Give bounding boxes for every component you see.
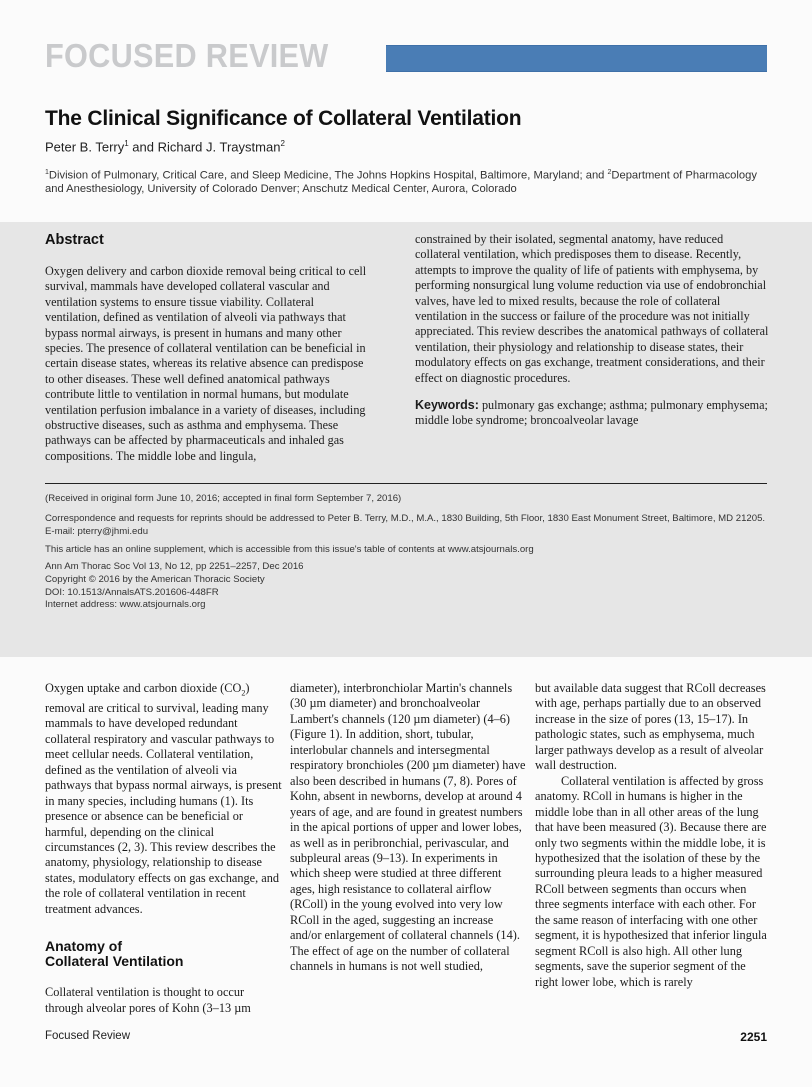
author-name: Richard J. Traystman [157, 139, 281, 155]
intro-paragraph [45, 681, 283, 917]
journal-citation: Ann Am Thorac Soc Vol 13, No 12, pp 2251–2257, Dec 2016 [45, 561, 304, 572]
body-paragraph: Collateral ventilation is thought to occur through alveolar pores of Kohn (3–13 µm [45, 985, 251, 1015]
author-list [45, 139, 285, 154]
section-banner-label: FOCUSED REVIEW [45, 37, 329, 74]
correspondence: Correspondence and requests for reprints should be addressed to Peter B. Terry, M.D., M.A., 1830 Building, 5th Floor, 1830 East Monument Street, Baltimore, MD 21205. E-mail: pterry@jhmi.edu [45, 513, 766, 537]
body-column-3 [535, 681, 771, 990]
affiliation-text: Department of Pharmacology and Anesthesiology, University of Colorado Denver; Anschutz Medical Center, Aurora, Colorado [45, 169, 757, 196]
intro-text: ) removal are critical to survival, leading many mammals to have developed redundant collateral respiratory and vascular pathways to meet cellular needs. Collateral ventilation, defined as the ventilation of alveoli via pathways that bypass normal airways, is present in many species, including humans (1). Its presence or absence can be beneficial or harmful, depending on the clinical circumstances (2, 3). This review describes the anatomy, physiology, relationship to disease states, modulatory effects on gas exchange, and the role of collateral ventilation in recent treatment advances. [45, 681, 282, 916]
page-number: 2251 [740, 1030, 767, 1044]
keywords-label: Keywords: [415, 398, 479, 413]
affiliation-text: Division of Pulmonary, Critical Care, and Sleep Medicine, The Johns Hopkins Hospital, Baltimore, Maryland; and [48, 169, 608, 182]
online-supplement-note: This article has an online supplement, which is accessible from this issue's table of contents at www.atsjournals.org [45, 544, 534, 555]
copyright: Copyright © 2016 by the American Thoracic Society [45, 573, 265, 585]
internet-address: Internet address: www.atsjournals.org [45, 599, 206, 611]
abstract-text-left: Oxygen delivery and carbon dioxide removal being critical to cell survival, mammals have developed collateral vascular and ventilation systems to ensure tissue viability. Collateral ventilation, defined as ventilation of alveoli via pathways that bypass normal airways, is present in humans and many other species. The presence of collateral ventilation can be beneficial in certain disease states, whereas its relative absence can predispose to other diseases. These well defined anatomical pathways contribute little to ventilation in normal humans, but modulate ventilation perfusion imbalance in a variety of diseases, including obstructive diseases, such as asthma and emphysema. These pathways can be affected by pharmaceuticals and inhaled gas compositions. The middle lobe and lingula, [45, 264, 367, 463]
body-paragraph: diameter), interbronchiolar Martin's channels (30 µm diameter) and bronchoalveolar Lambert's channels (120 µm diameter) (4–6) (Figure 1). In addition, short, tubular, interlobular channels and intersegmental respiratory bronchioles (200 µm diameter) have also been described in humans (7, 8). Pores of Kohn, absent in newborns, develop at around 4 years of age, and are found in greatest numbers in the apical portions of upper and lower lobes, as well as in peribronchial, perivascular, and subpleural areas (9–13). In experiments in which sheep were studied at three different ages, high resistance to collateral airflow (RColl) in the young evolved into very low RColl in the aged, suggesting an increase and/or enlargement of collateral channels (14). The effect of age on the number of collateral channels in humans is not well studied, [290, 681, 526, 974]
author-name: Peter B. Terry [45, 139, 125, 155]
body-column-2 [290, 681, 526, 975]
section-heading-anatomy [45, 939, 283, 969]
keywords-list: pulmonary gas exchange; asthma; pulmonary emphysema; middle lobe syndrome; broncoalveolar lavage [415, 398, 768, 428]
body-paragraph: but available data suggest that RColl decreases with age, perhaps partially due to an observed increase in the size of pores (13, 15–17). In pathologic states, such as emphysema, much larger pathways develop as a result of alveolar wall destruction. [535, 681, 766, 773]
received-dates: (Received in original form June 10, 2016; accepted in final form September 7, 2016) [45, 493, 402, 504]
author-affiliation-mark: 2 [280, 139, 285, 148]
author-joiner: and [128, 139, 158, 155]
article-title: The Clinical Significance of Collateral Ventilation [45, 107, 522, 130]
abstract-text-right: constrained by their isolated, segmental anatomy, have reduced collateral ventilation, which predisposes them to disease. Recently, attempts to improve the quality of life of patients with emphysema, by performing nonsurgical lung volume reduction via use of endobronchial valves, have led to mixed results, because the role of collateral ventilation in the success or failure of the procedure was not initially appreciated. This review describes the anatomical pathways of collateral ventilation, their physiology and relationship to disease states, their modulatory effects on gas exchange, treatment considerations, and their effect on diagnostic procedures. [415, 232, 769, 385]
citation-block [45, 561, 770, 612]
doi: DOI: 10.1513/AnnalsATS.201606-448FR [45, 586, 219, 598]
abstract-column-right [415, 232, 770, 429]
affiliation-number: 1 [45, 169, 49, 176]
author-affiliation-mark: 1 [124, 139, 129, 148]
keywords [415, 398, 770, 429]
section-heading-line: Collateral Ventilation [45, 953, 184, 970]
divider [45, 483, 767, 484]
footer-section-label: Focused Review [45, 1030, 131, 1042]
affiliation-number: 2 [607, 169, 612, 176]
body-paragraph: Collateral ventilation is affected by gross anatomy. RColl in humans is higher in the middle lobe than in all other areas of the lung that have been measured (3). Because there are only two segments within the middle lobe, it is hypothesized that the isolation of these by the surrounding pleura leads to a higher measured RColl between segments than occurs when three segments interface with each other. For the same reason of interfacing with one other segment, it is hypothesized that inferior lingula segment RColl is also high. All other lung segments, save the superior segment of the right lower lobe, which is rarely [535, 773, 767, 989]
section-heading-line: Anatomy of [45, 938, 122, 955]
abstract-heading: Abstract [45, 232, 104, 248]
intro-text: Oxygen uptake and carbon dioxide (CO [45, 681, 242, 695]
affiliations [45, 166, 775, 197]
body-column-1 [45, 681, 283, 1016]
subscript: 2 [241, 688, 246, 698]
section-banner-bar [386, 45, 767, 72]
